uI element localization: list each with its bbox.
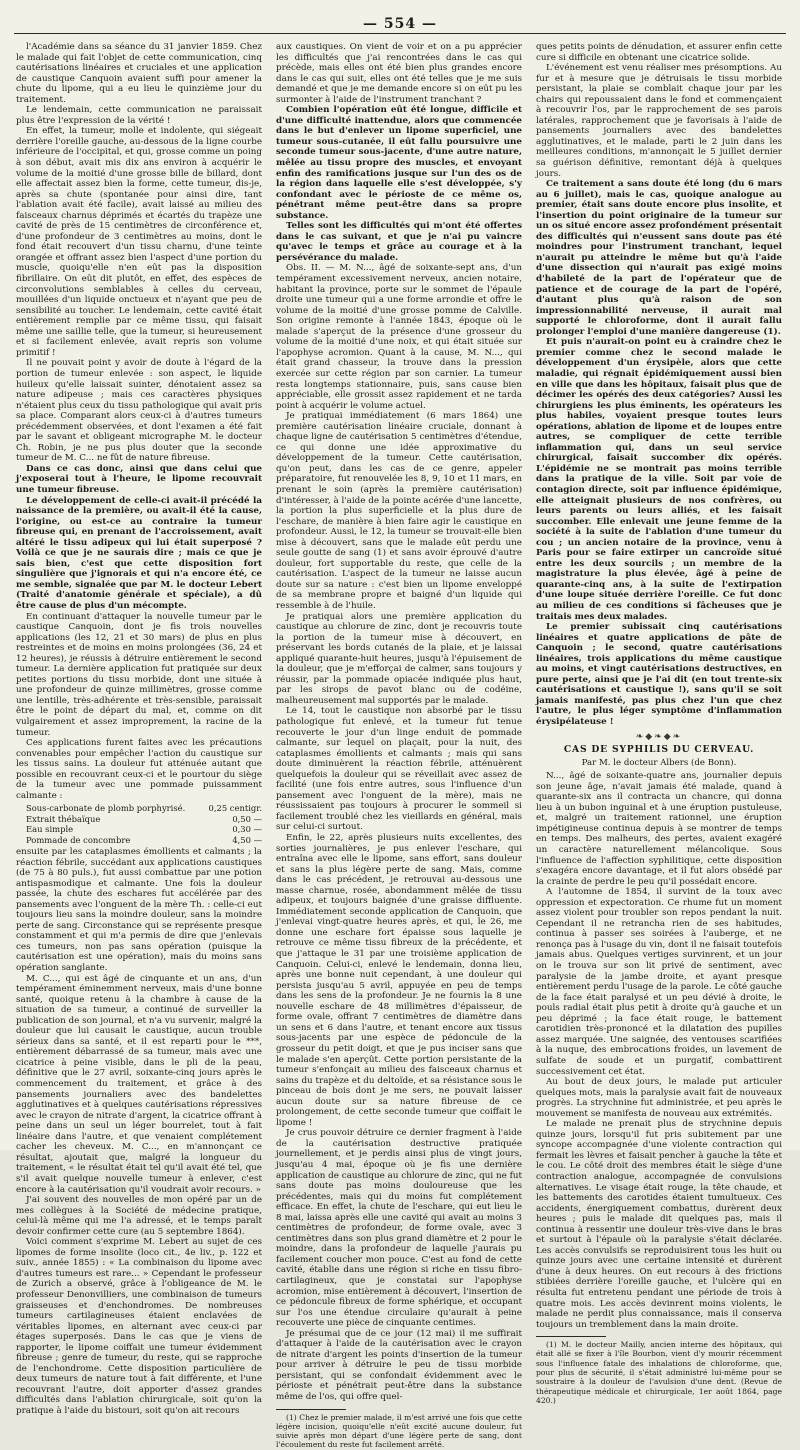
paragraph-bold: Telles sont les difficultés qui m'ont été offertes dans le cas suivant, et que je n'ai pu vaincre qu'avec le temps et grâce au courage et à la persévérance du malade. [276,221,522,263]
footnote: (1) M. le docteur Mailly, ancien interne des hôpitaux, qui était allé se fixer à l'île Bourbon, vient d'y mourir récemment sous l'influence fatale des inhalations de chloroforme, que, pour plus de sécurité, il s'était administré lui-même pour se soustraire à la douleur de l'avulsion d'une dent. (Revue de thérapeutique médicale et chirurgicale, 1er août 1864, page 420.) [536,1340,782,1405]
paragraph: Ces applications furent faites avec les précautions convenables pour empêcher l'action du caustique sur les tissus sains. La douleur fut atténuée autant que possible en recouvrant ceux-ci et le pourtour du siège de la tumeur avec une pommade puissamment calmante : [16,738,262,801]
column-right [536,42,782,1405]
paragraph: Le malade ne prenait plus de strychnine depuis quinze jours, lorsqu'il fut pris subitement par une syncope accompagnée d'une violente contraction qui fermait les lèvres et faisait pencher à gauche la tête et le cou. Le côté droit des membres était le siège d'une contraction analogue, accompagnée de convulsions alternatives. Le visage était rouge, la tête chaude, et les battements des carotides étaient tumultueux. Ces accidents, énergiquement combattus, durèrent deux heures ; puis le malade dit quelques pas, mais il continua à ressentir une douleur très-vive dans le bras et surtout à l'épaule où la paralysie s'était déclarée. Les accès convulsifs se reproduisirent tous les huit ou quinze jours avec une certaine intensité et durèrent d'une à deux heures. On eut recours à des frictions stibiées derrière l'oreille gauche, et l'ulcère qui en résulta fut entretenu pendant une période de trois à quatre mois. Les accès devinrent moins violents, le malade ne perdit plus connaissance, mais il conserva toujours un tremblement dans la main droite. [536,1119,782,1330]
paragraph: En continuant d'attaquer la nouvelle tumeur par le caustique Canquoin, dont je fis trois nouvelles applications (les 12, 21 et 30 mars) de plus en plus restreintes et de moins en moins prolongées (36, 24 et 12 heures), je réussis à détruire entièrement le second tumeur. La dernière application fut pratiquée sur deux petites portions du tissu morbide, dont une située à une profondeur de quinze millimètres, grosse comme une lentille, très-adhérente et très-sensible, paraissait être le point de départ du mal, et, comme on dit vulgairement et assez improprement, la racine de la tumeur. [16,611,262,738]
paragraph: aux caustiques. On vient de voir et on a pu apprécier les difficultés que j'ai rencontrées dans le cas qui précède, mais elles ont été bien plus grandes encore dans le cas qui suit, elles ont été telles que je me suis demandé et que je me demande encore si on eût pu les surmonter à l'aide de l'instrument tranchant ? [276,42,522,105]
paragraph: Voici comment s'exprime M. Lebert au sujet de ces lipomes de forme insolite (loco cit., 4e liv., p. 122 et suiv., année 1855) : « La combinaison du lipome avec d'autres tumeurs est rare... » Cependant le professeur de Zurich a observé, grâce à l'obligeance de M. le professeur Denonvilliers, une combinaison de tumeurs graisseuses et d'enchondromes. De nombreuses tumeurs cartilagineuses étaient enclavées de véritables lipomes, en alternant avec ceux-ci par étages superposés. Dans le cas que je viens de rapporter, le lipome coiffait une tumeur évidemment fibreuse ; genre de tumeur, du reste, qui se rapproche de l'enchondrome. Cette disposition particulière de deux tumeurs de nature tout à fait différente, et l'une recouvrant l'autre, doit apporter d'assez grandes difficultés dans l'ablation chirurgicale, soit qu'on la pratique à l'aide du bistouri, soit qu'on ait recours [16,1237,262,1416]
header-rule [14,33,786,34]
paragraph: J'ai souvent des nouvelles de mon opéré par un de mes collègues à la Société de médecine pratique, celui-là même qui me l'a adressé, et le temps paraît devoir confirmer cette cure (au 5 septembre 1864). [16,1195,262,1237]
paragraph: Je présumai que de ce jour (12 mai) il me suffirait d'attaquer à l'aide de la cautérisation avec le crayon de nitrate d'argent les points d'insertion de la tumeur pour arriver à détruire le peu de tissu morbide persistant, qui se confondait évidemment avec le périoste et pénétrait peut-être dans la substance même de l'os, qui offre quel- [276,1328,522,1402]
recipe-row [26,803,262,813]
paragraph: Enfin, le 22, après plusieurs nuits excellentes, des sorties journalières, je pus enlever l'eschare, qui entraîna avec elle le lipome, sans effort, sans douleur et sans la plus légère perte de sang. Mais, comme dans le cas précédent, je retrouvai au-dessous une masse charnue, rosée, abondamment mêlée de tissu adipeux, et toujours baignée d'une graisse diffluente. Immédiatement seconde application de Canquoin, que j'enlevai vingt-quatre heures après, et qui, le 26, me donne une eschare fort épaisse sous laquelle je retrouve ce même tissu fibreux de la précédente, et que j'attaque le 31 par une troisième application de Canquoin. Celui-ci, enlevé le lendemain, donna lieu, après une bonne nuit cependant, à une douleur qui persista jusqu'au 5 avril, appuyée en peu de temps dans les sens de la profondeur. Je ne fournis la 8 une nouvelle eschare de 48 millimètres d'épaisseur, de forme ovale, offrant 7 centimètres de diamètre dans un sens et 6 dans l'autre, et tenant encore aux tissus sous-jacents par une espèce de pédoncule de la grosseur du petit doigt, et que je pus inciser sans que le malade s'en aperçût. Cette portion persistante de la tumeur s'enfonçait au milieu des faisceaux charnus et sains du trapèze et du deltoïde, et sa résistance sous le pinceau de bois dont je me sers, ne pouvait laisser aucun doute sur sa nature fibreuse de ce prolongement, de cette seconde tumeur que coiffait le lipome ! [276,833,522,1128]
paragraph: Je pratiquai alors une première application du caustique au chlorure de zinc, dont je recouvris toute la portion de la tumeur mise à découvert, en préservant les bords cutanés de la plaie, et je laissai appliqué quarante-huit heures, jusqu'à l'épuisement de la douleur, que je m'efforçai de calmer, sans toujours y réussir, par la pommade opiacée indiquée plus haut, par les sirops de pavot blanc ou de codéine, malheureusement mal supportés par le malade. [276,611,522,706]
recipe-row [26,835,262,845]
recipe-ingredient: Sous-carbonate de plomb porphyrisé. [26,803,186,814]
col1-body-continued [16,847,262,1417]
footnote-rule [536,1336,606,1337]
paragraph: Il ne pouvait point y avoir de doute à l'égard de la portion de tumeur enlevée : son aspect, le liquide huileux qu'elle laissait suinter, dénotaient assez sa nature adipeuse ; mais ces caractères physiques n'étaient plus ceux du tissu pathologique qui avait pris sa place. Comparant alors ceux-ci à d'autres tumeurs précédemment observées, et dont l'examen a été fait par le savant et obligeant micrographe M. le docteur Ch. Robin, je ne pus plus douter que la seconde tumeur de M. C... ne fût de nature fibreuse. [16,358,262,464]
recipe-row [26,824,262,834]
prescription-recipe [26,803,262,845]
paragraph-bold: Combien l'opération eût été longue, difficile et d'une difficulté inattendue, alors que commencée dans le but d'enlever un lipome superficiel, une tumeur sous-cutanée, il eût fallu poursuivre une seconde tumeur sous-jacente, d'une autre nature, mêlée au tissu propre des muscles, et envoyant enfin des ramifications jusque sur l'un des os de la région dans laquelle elle s'est développée, s'y confondant avec le périoste de ce même os, pénétrant même peut-être dans sa propre substance. [276,105,522,221]
paragraph-bold: Dans ce cas donc, ainsi que dans celui que j'exposerai tout à l'heure, le lipome recouvrait une tumeur fibreuse. [16,463,262,495]
paragraph-bold: Et puis n'aurait-on point eu à craindre chez le premier comme chez le second malade le développement d'un érysipèle, alors que cette maladie, qui régnait épidémiquement aussi bien en ville que dans les hôpitaux, faisait plus que de décimer les opérés des deux catégories? Aussi les chirurgiens les plus éminents, les opérateurs les plus habiles, voyaient presque toutes leurs opérations, ablation de lipome et de loupes entre autres, se compliquer de cette terrible inflammation qui, dans un seul service chirurgical, faisait succomber dix opérés. L'épidémie ne se montrait pas moins terrible dans la pratique de la ville. Soit par voie de contagion directe, soit par influence épidémique, elle atteignait plusieurs de nos confrères, ou leurs parents ou leurs alliés, et les faisait succomber. Elle enlevait une jeune femme de la société à la suite de l'ablation d'une tumeur du cou ; un ancien notaire de la province, venu à Paris pour se faire extirper un cancroïde situé entre les deux sourcils ; un membre de la magistrature la plus élevée, âgé à peine de quarante-cinq ans, à la suite de l'extirpation d'une loupe située derrière l'oreille. Ce fut donc au milieu de ces conditions si fâcheuses que je traitais mes deux malades. [536,337,782,622]
paragraph: Obs. II. — M. N..., âgé de soixante-sept ans, d'un tempérament excessivement nerveux, ancien notaire, habitant la province, porte sur le sommet de l'épaule droite une tumeur qui a une forme arrondie et offre le volume de la moitié d'une grosse pomme de Calville. Son origine remonte à l'année 1843, époque où le malade s'aperçut de la présence d'une grosseur du volume de la moitié d'une noix, et qui était située sur l'apophyse acromion. Quant à la cause, M. N..., qui était grand chasseur, la trouve dans la pression exercée sur cette région par son carnier. La tumeur resta longtemps stationnaire, puis, sans cause bien appréciable, elle grossit assez rapidement et ne tarda point à acquérir le volume actuel. [276,263,522,411]
recipe-quantity: 0,30 — [232,824,262,835]
recipe-quantity: 4,50 — [232,834,262,845]
paragraph-bold: Le développement de celle-ci avait-il précédé la naissance de la première, ou avait-il été la cause, l'origine, ou est-ce au contraire la tumeur fibreuse qui, en prenant de l'accroissement, avait altéré le tissu adipeux qui lui était superposé ? Voilà ce que je ne saurais dire ; mais ce que je sais bien, c'est que cette disposition fort singulière que j'ignorais et qui n'a encore été, ce me semble, signalée que par M. le docteur Lebert (Traité d'anatomie générale et spéciale), a dû être cause de plus d'un mécompte. [16,495,262,611]
recipe-quantity: 0,50 — [232,813,262,824]
column-middle [276,42,522,1450]
paragraph: N..., âgé de soixante-quatre ans, journalier depuis son jeune âge, n'avait jamais été malade, quand à quarante-six ans il contracta un chancre, qui donna lieu à un bubon inguinal et à une éruption pustuleuse, et, malgré un traitement rationnel, une éruption impétigineuse continua depuis à se montrer de temps en temps. Des malheurs, des pertes, avaient exagéré un caractère naturellement mélancolique. Sous l'influence de l'affection syphilitique, cette disposition s'exagéra encore davantage, et il fut alors obsédé par la crainte de perdre le peu qu'il possédait encore. [536,771,782,887]
paragraph: Je crus pouvoir détruire ce dernier fragment à l'aide de la cautérisation destructive pratiquée journellement, et je perdis ainsi plus de vingt jours, jusqu'au 4 mai, époque où je fis une dernière application de caustique au chlorure de zinc, qui ne fut sans doute pas moins douloureuse que les précédentes, mais qui du moins fut complétement efficace. En effet, la chute de l'eschare, qui eut lieu le 8 mai, laissa après elle une cavité qui avait au moins 3 centimètres de profondeur, de forme ovale, avec 3 centimètres dans son plus grand diamètre et 2 pour le moindre, dans la profondeur de laquelle j'aurais pu facilement coucher mon pouce. C'est au fond de cette cavité, établie dans une région si riche en tissu fibro-cartilagineux, que je constatai sur l'apophyse acromion, mise entièrement à découvert, l'insertion de ce pédoncule fibreux de forme sphérique, et occupant sur l'os une étendue circulaire qu'aurait à peine recouverte une pièce de cinquante centimes. [276,1128,522,1329]
page-number: — 554 — [363,16,437,32]
paragraph: ques petits points de dénudation, et assurer enfin cette cure si difficile en obtenant une cicatrice solide. [536,42,782,63]
paragraph: A l'automne de 1854, il survint de la toux avec oppression et expectoration. Ce rhume fut un moment assez violent pour troubler son repos pendant la nuit. Cependant il ne retrancha rien de ses habitudes, continua à passer ses soirées à l'auberge, et ne renonça pas à l'usage du vin, dont il ne faisait toutefois jamais abus. Quelques vertiges survinrent, et un jour on le trouva sur son lit privé de sentiment, avec paralysie de la jambe droite, et ayant presque entièrement perdu l'usage de la parole. Le côté gauche de la face était paralysé et un peu dévié à droite, le pouls radial était plus petit à droite qu'à gauche et un peu déprimé ; la face était rouge, le battement carotidien très-prononcé et la dilatation des pupilles assez marquée. Une saignée, des ventouses scarifiées à la nuque, des embrocations froides, un lavement de sulfate de soude et un purgatif, combattirent successivement cet état. [536,887,782,1077]
paragraph: L'événement est venu réaliser mes présomptions. Au fur et à mesure que je détruisais le tissu morbide persistant, la plaie se comblait chaque jour par les chairs qui repoussaient dans le fond et commençaient à recouvrir l'os, par le rapprochement de ses parois latérales, rapprochement que je favorisais à l'aide de pansements journaliers avec des bandelettes agglutinatives, et le malade, parti le 2 juin dans les meilleures conditions, m'annonçait le 5 juillet dernier sa guérison définitive, remontant déjà à quelques jours. [536,63,782,179]
recipe-row [26,814,262,824]
recipe-ingredient: Eau simple [26,824,74,835]
footnote-rule [276,1409,346,1410]
paragraph-bold: Ce traitement a sans doute été long (du 6 mars au 6 juillet), mais le cas, quoique analogue au premier, était sans doute encore plus insolite, et l'insertion du point originaire de la tumeur sur un os situé encore assez profondément présentait des difficultés qui n'eussent sans doute pas été moindres pour l'instrument tranchant, lequel n'aurait pu atteindre le même but qu'à l'aide d'une dissection qui n'aurait pas exigé moins d'habileté de la part de l'opérateur que de patience et de courage de la part de l'opéré, d'autant plus qu'à raison de son impressionnabilité nerveuse, il aurait mal supporté le chloroforme, dont il aurait fallu prolonger l'emploi d'une manière dangereuse (1). [536,179,782,337]
recipe-ingredient: Pommade de concombre [26,834,131,845]
paragraph: Je pratiquai immédiatement (6 mars 1864) une première cautérisation linéaire cruciale, donnant à chaque ligne de cautérisation 5 centimètres d'étendue, ce qui donne une idée approximative du développement de la tumeur. Cette cautérisation, qu'on peut, dans les cas de ce genre, appeler préparatoire, fut renouvelée les 8, 9, 10 et 11 mars, en prenant le soin (après la première cautérisation) d'intéresser, à l'aide de la pointe acérée d'une lancette, la portion la plus superficielle et la plus dure de l'eschare, de manière à bien faire agir le caustique en profondeur. Aussi, le 12, la tumeur se trouvait-elle bien mise à découvert, sans que le malade eût perdu une seule goutte de sang (1) et sans avoir éprouvé d'autre douleur, fort supportable du reste, que celle de la cautérisation. L'aspect de la tumeur ne laisse aucun doute sur sa nature : c'est bien un lipome enveloppé de sa membrane propre et baigné d'un liquide qui ressemble à de l'huile. [276,411,522,611]
paragraph-bold: Le premier subissait cinq cautérisations linéaires et quatre applications de pâte de Canquoin ; le second, quatre cautérisations linéaires, trois applications du même caustique au moins, et vingt cautérisations destructives, en pure perte, ainsi que je l'ai dit (en tout trente-six cautérisations et caustique !), sans qu'il se soit jamais manifesté, pas plus chez l'un que chez l'autre, le plus léger symptôme d'inflammation érysipélateuse ! [536,622,782,727]
paragraph: l'Académie dans sa séance du 31 janvier 1859. Chez le malade qui fait l'objet de cette communication, cinq cautérisations linéaires et cruciales et une application de caustique Canquoin avaient suffi pour amener la chute du lipome, qui a eu lieu le quinzième jour du traitement. [16,42,262,105]
paragraph: Au bout de deux jours, le malade put articuler quelques mots, mais la paralysie avait fait de nouveaux progrès. La strychnine fut administrée, et peu après le mouvement se manifesta de nouveau aux extrémités. [536,1077,782,1119]
article-title: CAS DE SYPHILIS DU CERVEAU. [563,744,755,756]
recipe-quantity: 0,25 centigr. [208,803,262,814]
paragraph: Le lendemain, cette communication ne paraissait plus être l'expression de la vérité ! [16,105,262,126]
col1-body [16,42,262,801]
paragraph: En effet, la tumeur, molle et indolente, qui siégeait derrière l'oreille gauche, au-dessous de la ligne courbe inférieure de l'occipital, et qui, grosse comme un poing à son début, avait mis dix ans environ à acquérir le volume de la moitié d'une grosse bille de billard, dont elle affectait assez bien la forme, cette tumeur, dis-je, après sa chute (spontanée pour ainsi dire, tant l'ablation avait été facile), avait laissé au milieu des faisceaux charnus déprimés et écartés du trapèze une cavité de près de 15 centimètres de circonférence et, d'une profondeur de 3 centimètres au moins, dont le fond était recouvert d'un tissu charnu, d'une teinte orangée et offrant assez bien l'aspect d'une portion du muscle, quoiqu'elle n'en eût pas la disposition fibrillaire. On eût dit plutôt, en effet, des espèces de circonvolutions semblables à celles du cerveau, mouillées d'un liquide onctueux et n'ayant que peu de sensibilité au toucher. Le lendemain, cette cavité était entièrement remplie par ce même tissu, qui faisait même une saillie telle, que la tumeur, si heureusement et si facilement enlevée, avait repris son volume primitif ! [16,126,262,358]
paragraph: Le 14, tout le caustique non absorbé par le tissu pathologique fut enlevé, et la tumeur fut tenue recouverte le jour d'un linge enduit de pommade calmante, sur lequel on plaçait, pour la nuit, des cataplasmes émollients et calmants ; mais qui sans doute diminuèrent la réaction fébrile, atténuèrent quelquefois la douleur qui se réveillait avec assez de facilité (une fois entre autres, sous l'influence d'un pansement avec l'onguent de la mère), mais ne réussissaient pas toujours à procurer le sommeil si facilement troublé chez les vieillards en général, mais sur celui-ci surtout. [276,706,522,833]
recipe-ingredient: Extrait thébaïque [26,813,101,824]
article-byline: Par M. le docteur Albers (de Bonn). [581,757,737,768]
footnote: (1) Chez le premier malade, il m'est arrivé une fois que cette légère incision, quoiqu'elle n'eût excité aucune douleur, fut suivie après mon départ d'une légère perte de sang, dont l'écoulement du reste fut facilement arrêté. [276,1412,522,1450]
ornamental-divider: ❧◆❧◆❧ [635,731,683,742]
paragraph: M. C..., qui est âgé de cinquante et un ans, d'un tempérament éminemment nerveux, mais d'une bonne santé, quoique retenu à la chambre à cause de la situation de sa tumeur, a continué de surveiller la publication de son journal, et n'a vu survenir, malgré la douleur que lui causait le caustique, aucun trouble sérieux dans sa santé, et il est reparti pour le ***, entièrement débarrassé de sa tumeur, mais avec une cicatrice à peine visible, dans le pli de la peau, définitive que le 27 avril, soixante-cinq jours après le commencement du traitement, et grâce à des pansements journaliers avec des bandelettes agglutinatives et à quelques cautérisations répressives avec le crayon de nitrate d'argent, la cicatrice offrant à peine dans un seul un léger bourrelet, tout à fait linéaire dans l'autre, et que venaient complétement cacher les cheveux. M. C..., en m'annonçant ce résultat, ajoutait que, malgré la longueur du traitement, « le résultat était tel qu'il avait été tel, que s'il avait quelque nouvelle tumeur à enlever, c'est encore à la cautérisation qu'il voudrait avoir recours. » [16,973,262,1195]
paragraph: ensuite par les cataplasmes émollients et calmants ; la réaction fébrile, succédant aux applications caustiques (de 75 à 80 puls.), fut aussi combattue par une potion antispasmodique et calmante. Une fois la douleur passée, la chute des eschares fut accélérée par des pansements avec l'onguent de la mère Th. : celle-ci eut toujours lieu sans la moindre douleur, sans la moindre perte de sang. Circonstance qui se représente presque constamment et qui m'a permis de dire que j'enlevais ces tumeurs, non pas sans opération (puisque la cautérisation est une opération), mais du moins sans opération sanglante. [16,847,262,974]
column-left [16,42,262,1416]
